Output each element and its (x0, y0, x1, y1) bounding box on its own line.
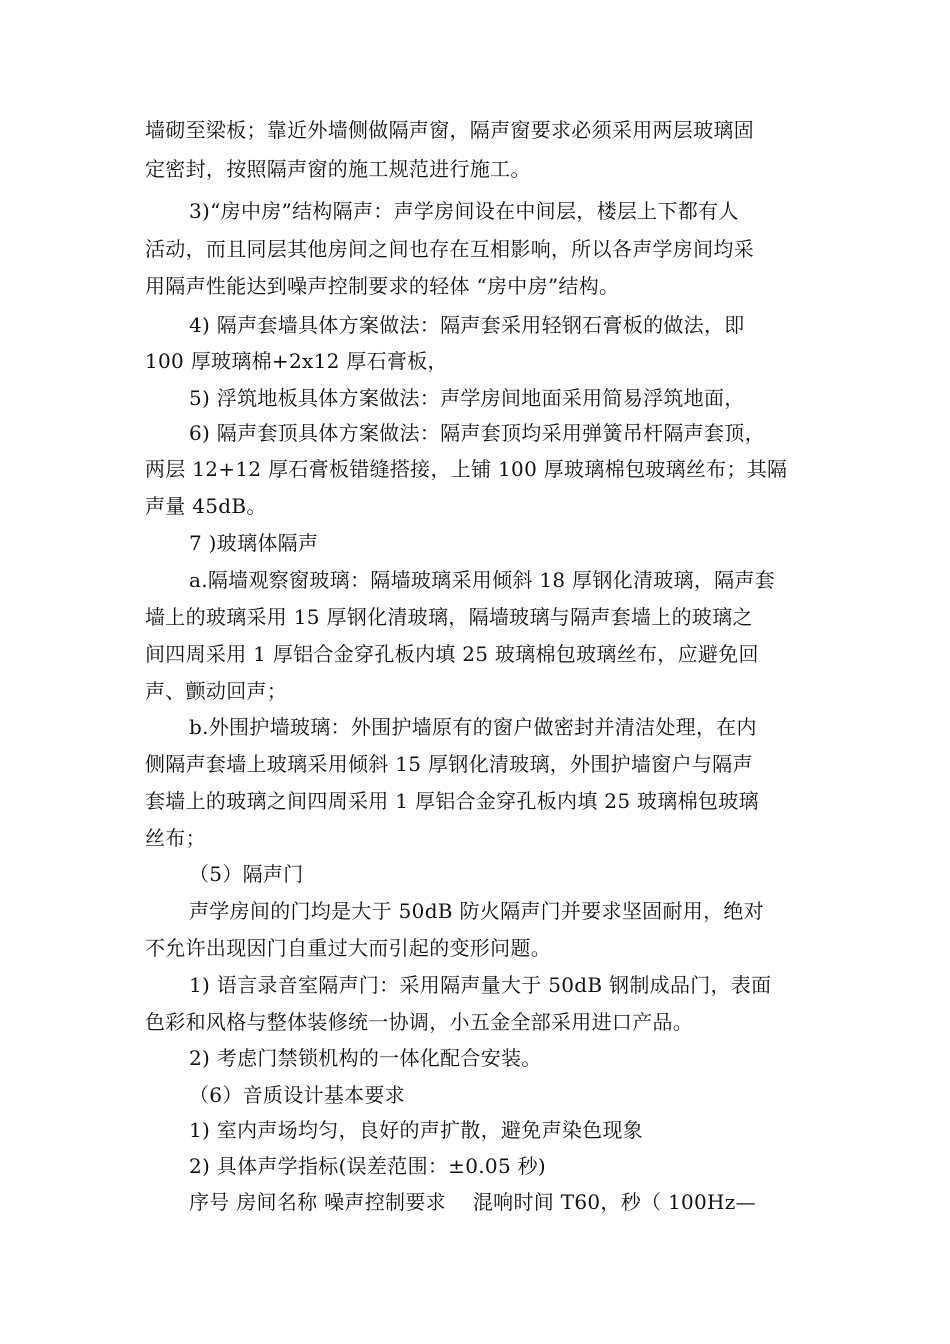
text-line: 4) 隔声套墙具体方案做法：隔声套采用轻钢石膏板的做法，即 (189, 313, 745, 337)
text-line: 声学房间的门均是大于 50dB 防火隔声门并要求坚固耐用，绝对 (189, 899, 764, 923)
text-line: 间四周采用 1 厚铝合金穿孔板内填 25 玻璃棉包玻璃丝布，应避免回 (145, 642, 759, 666)
text-line: 声、颤动回声； (145, 679, 288, 703)
text-line: 套墙上的玻璃之间四周采用 1 厚铝合金穿孔板内填 25 玻璃棉包玻璃 (145, 789, 759, 813)
text-line: 100 厚玻璃棉+2x12 厚石膏板， (145, 349, 448, 373)
text-line: 声量 45dB。 (145, 494, 267, 518)
text-line: 两层 12+12 厚石膏板错缝搭接，上铺 100 厚玻璃棉包玻璃丝布；其隔 (145, 457, 788, 481)
text-line: 2) 具体声学指标(误差范围：±0.05 秒) (189, 1154, 547, 1178)
text-line: a.隔墙观察窗玻璃：隔墙玻璃采用倾斜 18 厚钢化清玻璃，隔声套 (189, 568, 776, 592)
text-line: （5）隔声门 (189, 862, 304, 886)
text-line: 序号 房间名称 噪声控制要求 混响时间 T60，秒（ 100Hz— (189, 1190, 756, 1214)
text-line: 7 )玻璃体隔声 (189, 531, 319, 555)
text-line: 定密封，按照隔声窗的施工规范进行施工。 (145, 157, 531, 181)
text-line: 5) 浮筑地板具体方案做法：声学房间地面采用简易浮筑地面， (189, 386, 745, 410)
text-line: 侧隔声套墙上玻璃采用倾斜 15 厚钢化清玻璃，外围护墙窗户与隔声 (145, 752, 753, 776)
text-line: 墙砌至梁板；靠近外墙侧做隔声窗，隔声窗要求必须采用两层玻璃固 (145, 118, 754, 142)
text-line: 6) 隔声套顶具体方案做法：隔声套顶均采用弹簧吊杆隔声套顶， (189, 421, 765, 445)
text-line: 活动，而且同层其他房间之间也存在互相影响，所以各声学房间均采 (145, 237, 754, 261)
text-line: 丝布； (145, 826, 206, 850)
text-line: 墙上的玻璃采用 15 厚钢化清玻璃，隔墙玻璃与隔声套墙上的玻璃之 (145, 605, 753, 629)
text-line: （6）音质设计基本要求 (189, 1083, 406, 1107)
text-line: 1) 室内声场均匀，良好的声扩散，避免声染色现象 (189, 1118, 644, 1142)
text-line: 不允许出现因门自重过大而引起的变形问题。 (145, 936, 551, 960)
text-line: 色彩和风格与整体装修统一协调，小五金全部采用进口产品。 (145, 1010, 694, 1034)
text-line: 1) 语言录音室隔声门：采用隔声量大于 50dB 钢制成品门，表面 (189, 973, 772, 997)
text-line: b.外围护墙玻璃：外围护墙原有的窗户做密封并清洁处理，在内 (189, 715, 757, 739)
text-line: 3)“房中房”结构隔声：声学房间设在中间层，楼层上下都有人 (189, 199, 739, 223)
text-line: 用隔声性能达到噪声控制要求的轻体 “房中房”结构。 (145, 274, 620, 298)
text-line: 2) 考虑门禁锁机构的一体化配合安装。 (189, 1046, 542, 1070)
